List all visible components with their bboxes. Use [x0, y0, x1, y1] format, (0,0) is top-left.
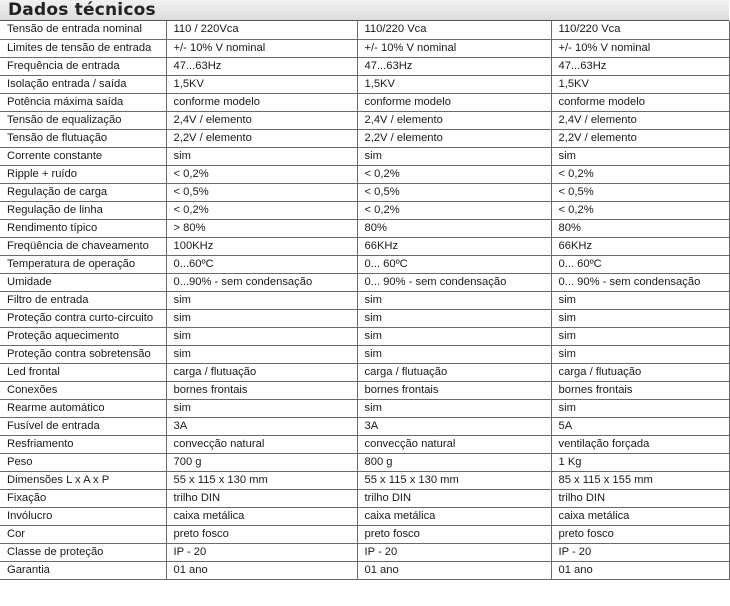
- cell-value: 47...63Hz: [551, 57, 729, 75]
- cell-value: sim: [357, 309, 551, 327]
- cell-value: caixa metálica: [357, 507, 551, 525]
- row-label: Corrente constante: [0, 147, 166, 165]
- table-row: [0, 129, 729, 147]
- table-row: [0, 219, 729, 237]
- cell-value: sim: [357, 399, 551, 417]
- table-row: [0, 201, 729, 219]
- row-label: Limites de tensão de entrada: [0, 39, 166, 57]
- cell-value: > 80%: [166, 219, 357, 237]
- cell-value: 80%: [357, 219, 551, 237]
- cell-value: 1,5KV: [357, 75, 551, 93]
- row-label: Filtro de entrada: [0, 291, 166, 309]
- table-row: [0, 237, 729, 255]
- cell-value: IP - 20: [357, 543, 551, 561]
- cell-value: 01 ano: [551, 561, 729, 579]
- table-row: [0, 75, 729, 93]
- cell-value: sim: [551, 147, 729, 165]
- table-row: [0, 399, 729, 417]
- row-label: Classe de proteção: [0, 543, 166, 561]
- row-label: Freqüência de chaveamento: [0, 237, 166, 255]
- cell-value: sim: [357, 345, 551, 363]
- cell-value: 01 ano: [357, 561, 551, 579]
- cell-value: 2,4V / elemento: [357, 111, 551, 129]
- cell-value: < 0,2%: [166, 201, 357, 219]
- cell-value: IP - 20: [551, 543, 729, 561]
- row-label: Frequência de entrada: [0, 57, 166, 75]
- cell-value: 2,2V / elemento: [166, 129, 357, 147]
- cell-value: < 0,2%: [166, 165, 357, 183]
- cell-value: sim: [166, 399, 357, 417]
- cell-value: < 0,2%: [357, 201, 551, 219]
- table-row: [0, 417, 729, 435]
- cell-value: 2,2V / elemento: [551, 129, 729, 147]
- cell-value: +/- 10% V nominal: [551, 39, 729, 57]
- title-bar: [0, 0, 729, 21]
- specs-table: [0, 21, 730, 580]
- cell-value: preto fosco: [551, 525, 729, 543]
- row-label: Regulação de carga: [0, 183, 166, 201]
- row-label: Resfriamento: [0, 435, 166, 453]
- cell-value: 2,4V / elemento: [166, 111, 357, 129]
- cell-value: 85 x 115 x 155 mm: [551, 471, 729, 489]
- cell-value: 800 g: [357, 453, 551, 471]
- cell-value: < 0,2%: [551, 165, 729, 183]
- row-label: Garantia: [0, 561, 166, 579]
- table-row: [0, 435, 729, 453]
- cell-value: bornes frontais: [551, 381, 729, 399]
- cell-value: +/- 10% V nominal: [166, 39, 357, 57]
- cell-value: 1,5KV: [551, 75, 729, 93]
- cell-value: 0...90% - sem condensação: [166, 273, 357, 291]
- row-label: Proteção contra sobretensão: [0, 345, 166, 363]
- cell-value: 2,4V / elemento: [551, 111, 729, 129]
- cell-value: 47...63Hz: [357, 57, 551, 75]
- cell-value: caixa metálica: [166, 507, 357, 525]
- row-label: Isolação entrada / saída: [0, 75, 166, 93]
- cell-value: ventilação forçada: [551, 435, 729, 453]
- cell-value: 110/220 Vca: [357, 21, 551, 39]
- cell-value: 1,5KV: [166, 75, 357, 93]
- row-label: Ripple + ruído: [0, 165, 166, 183]
- cell-value: sim: [166, 309, 357, 327]
- cell-value: < 0,5%: [551, 183, 729, 201]
- cell-value: sim: [551, 345, 729, 363]
- table-row: [0, 327, 729, 345]
- cell-value: 0... 90% - sem condensação: [357, 273, 551, 291]
- cell-value: 1 Kg: [551, 453, 729, 471]
- table-row: [0, 507, 729, 525]
- row-label: Rendimento típico: [0, 219, 166, 237]
- cell-value: < 0,5%: [166, 183, 357, 201]
- table-row: [0, 165, 729, 183]
- cell-value: +/- 10% V nominal: [357, 39, 551, 57]
- table-row: [0, 363, 729, 381]
- row-label: Fixação: [0, 489, 166, 507]
- cell-value: < 0,2%: [551, 201, 729, 219]
- row-label: Conexões: [0, 381, 166, 399]
- cell-value: bornes frontais: [166, 381, 357, 399]
- cell-value: carga / flutuação: [166, 363, 357, 381]
- cell-value: trilho DIN: [166, 489, 357, 507]
- cell-value: < 0,2%: [357, 165, 551, 183]
- cell-value: 110 / 220Vca: [166, 21, 357, 39]
- cell-value: 0... 90% - sem condensação: [551, 273, 729, 291]
- table-row: [0, 291, 729, 309]
- row-label: Proteção contra curto-circuito: [0, 309, 166, 327]
- cell-value: 3A: [166, 417, 357, 435]
- table-row: [0, 39, 729, 57]
- row-label: Umidade: [0, 273, 166, 291]
- cell-value: sim: [166, 327, 357, 345]
- cell-value: sim: [166, 291, 357, 309]
- cell-value: preto fosco: [357, 525, 551, 543]
- table-row: [0, 309, 729, 327]
- row-label: Proteção aquecimento: [0, 327, 166, 345]
- table-row: [0, 273, 729, 291]
- cell-value: carga / flutuação: [357, 363, 551, 381]
- cell-value: convecção natural: [166, 435, 357, 453]
- cell-value: < 0,5%: [357, 183, 551, 201]
- cell-value: sim: [551, 399, 729, 417]
- cell-value: bornes frontais: [357, 381, 551, 399]
- table-row: [0, 183, 729, 201]
- cell-value: 100KHz: [166, 237, 357, 255]
- table-row: [0, 57, 729, 75]
- row-label: Regulação de linha: [0, 201, 166, 219]
- cell-value: 55 x 115 x 130 mm: [357, 471, 551, 489]
- row-label: Dimensões L x A x P: [0, 471, 166, 489]
- cell-value: 01 ano: [166, 561, 357, 579]
- table-row: [0, 147, 729, 165]
- specs-table-body: [0, 21, 729, 579]
- cell-value: 0...60ºC: [166, 255, 357, 273]
- cell-value: trilho DIN: [357, 489, 551, 507]
- cell-value: conforme modelo: [551, 93, 729, 111]
- cell-value: convecção natural: [357, 435, 551, 453]
- cell-value: 5A: [551, 417, 729, 435]
- row-label: Led frontal: [0, 363, 166, 381]
- cell-value: sim: [357, 147, 551, 165]
- row-label: Tensão de entrada nominal: [0, 21, 166, 39]
- cell-value: sim: [166, 345, 357, 363]
- cell-value: 66KHz: [551, 237, 729, 255]
- cell-value: carga / flutuação: [551, 363, 729, 381]
- table-row: [0, 255, 729, 273]
- cell-value: conforme modelo: [166, 93, 357, 111]
- cell-value: 110/220 Vca: [551, 21, 729, 39]
- cell-value: caixa metálica: [551, 507, 729, 525]
- table-row: [0, 525, 729, 543]
- cell-value: 0... 60ºC: [551, 255, 729, 273]
- row-label: Invólucro: [0, 507, 166, 525]
- table-row: [0, 345, 729, 363]
- cell-value: conforme modelo: [357, 93, 551, 111]
- table-row: [0, 111, 729, 129]
- cell-value: 0... 60ºC: [357, 255, 551, 273]
- cell-value: sim: [166, 147, 357, 165]
- row-label: Tensão de flutuação: [0, 129, 166, 147]
- cell-value: 55 x 115 x 130 mm: [166, 471, 357, 489]
- row-label: Peso: [0, 453, 166, 471]
- table-row: [0, 453, 729, 471]
- table-row: [0, 561, 729, 579]
- table-row: [0, 21, 729, 39]
- cell-value: sim: [357, 291, 551, 309]
- cell-value: sim: [551, 327, 729, 345]
- cell-value: sim: [357, 327, 551, 345]
- row-label: Fusível de entrada: [0, 417, 166, 435]
- row-label: Cor: [0, 525, 166, 543]
- cell-value: preto fosco: [166, 525, 357, 543]
- row-label: Temperatura de operação: [0, 255, 166, 273]
- cell-value: 3A: [357, 417, 551, 435]
- cell-value: IP - 20: [166, 543, 357, 561]
- table-row: [0, 489, 729, 507]
- row-label: Potência máxima saída: [0, 93, 166, 111]
- row-label: Rearme automático: [0, 399, 166, 417]
- table-row: [0, 381, 729, 399]
- page-title: Dados técnicos: [8, 0, 156, 20]
- row-label: Tensão de equalização: [0, 111, 166, 129]
- cell-value: 2,2V / elemento: [357, 129, 551, 147]
- cell-value: 47...63Hz: [166, 57, 357, 75]
- cell-value: 80%: [551, 219, 729, 237]
- table-row: [0, 93, 729, 111]
- table-row: [0, 471, 729, 489]
- cell-value: 700 g: [166, 453, 357, 471]
- table-row: [0, 543, 729, 561]
- cell-value: sim: [551, 309, 729, 327]
- cell-value: trilho DIN: [551, 489, 729, 507]
- cell-value: sim: [551, 291, 729, 309]
- cell-value: 66KHz: [357, 237, 551, 255]
